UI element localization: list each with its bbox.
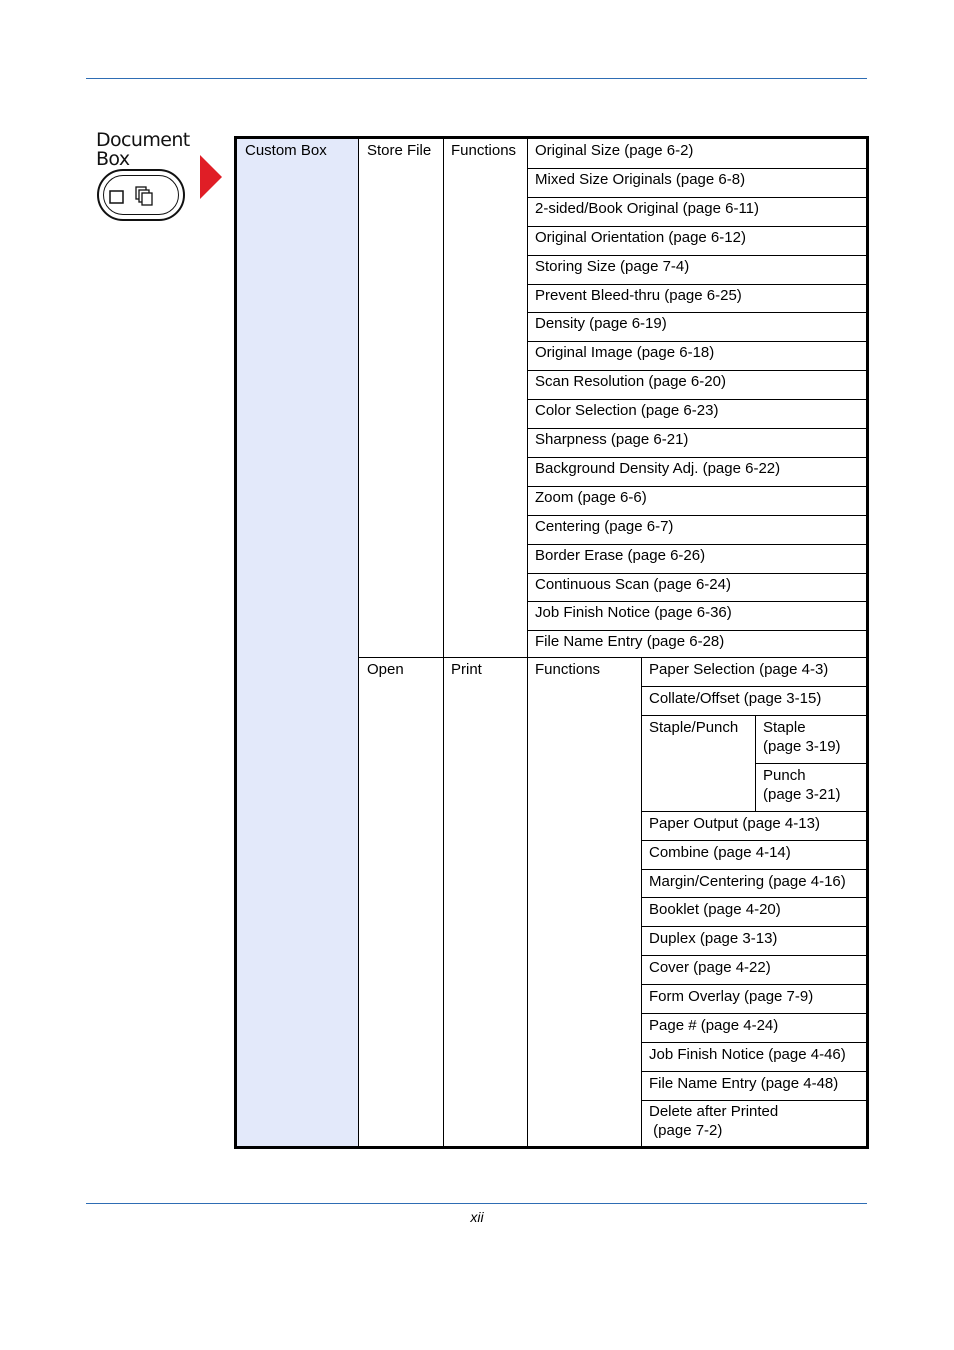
row-divider [755, 763, 869, 764]
row-divider [527, 370, 869, 371]
row-divider [641, 1071, 869, 1072]
menu-print-item: Paper Selection (page 4-3) [649, 661, 829, 678]
section-divider [359, 657, 869, 658]
menu-store-item: File Name Entry (page 6-28) [535, 633, 725, 650]
row-divider [641, 840, 869, 841]
menu-store-item: Job Finish Notice (page 6-36) [535, 604, 732, 621]
menu-store-item: Density (page 6-19) [535, 315, 667, 332]
menu-store-item: Background Density Adj. (page 6-22) [535, 460, 781, 477]
menu-store-item: Original Orientation (page 6-12) [535, 229, 746, 246]
menu-print-item: Job Finish Notice (page 4-46) [649, 1046, 846, 1063]
row-divider [527, 630, 869, 631]
menu-print-item: Page # (page 4-24) [649, 1017, 779, 1034]
row-divider [527, 168, 869, 169]
key-label-line2: Box [96, 148, 130, 170]
row-divider [527, 457, 869, 458]
row-divider [641, 686, 869, 687]
row-divider [641, 1100, 869, 1101]
document-box-button-inner [103, 175, 179, 215]
menu-print-item: Duplex (page 3-13) [649, 930, 778, 947]
row-divider [641, 897, 869, 898]
row-divider [527, 428, 869, 429]
menu-tree-table [234, 136, 869, 1149]
menu-print-item: Margin/Centering (page 4-16) [649, 873, 846, 890]
key-label-line1: Document [96, 129, 190, 151]
menu-store-item: Prevent Bleed-thru (page 6-25) [535, 287, 742, 304]
row-divider [527, 312, 869, 313]
menu-print-item: Form Overlay (page 7-9) [649, 988, 814, 1005]
row-divider [527, 226, 869, 227]
menu-punch-line1: Punch [763, 767, 806, 784]
menu-print-functions: Functions [535, 661, 601, 678]
menu-store-item: Storing Size (page 7-4) [535, 258, 690, 275]
menu-print-item: Combine (page 4-14) [649, 844, 791, 861]
menu-store-functions: Functions [451, 142, 517, 159]
row-divider [641, 1042, 869, 1043]
row-divider [527, 544, 869, 545]
row-divider [641, 811, 869, 812]
document-box-button [97, 169, 185, 221]
menu-print: Print [451, 661, 482, 678]
menu-delete-after-printed-line2: (page 7-2) [649, 1122, 723, 1139]
red-arrow-icon [200, 155, 222, 199]
row-divider [527, 284, 869, 285]
menu-store-item: 2-sided/Book Original (page 6-11) [535, 200, 760, 217]
menu-store-item: Sharpness (page 6-21) [535, 431, 689, 448]
column-divider [443, 139, 444, 1146]
menu-print-item: File Name Entry (page 4-48) [649, 1075, 839, 1092]
row-divider [641, 869, 869, 870]
menu-print-item: Collate/Offset (page 3-15) [649, 690, 822, 707]
menu-custom-box: Custom Box [245, 142, 327, 159]
menu-staple-line1: Staple [763, 719, 806, 736]
row-divider [641, 715, 869, 716]
menu-print-item: Paper Output (page 4-13) [649, 815, 820, 832]
row-divider [641, 1013, 869, 1014]
row-divider [641, 955, 869, 956]
footer-rule [86, 1203, 867, 1204]
menu-store-item: Centering (page 6-7) [535, 518, 674, 535]
document-box-key-icon [104, 176, 180, 216]
document-box-key [96, 131, 196, 227]
header-rule [86, 78, 867, 79]
row-divider [641, 926, 869, 927]
column-divider [641, 657, 642, 1146]
row-divider [527, 399, 869, 400]
menu-print-item: Booklet (page 4-20) [649, 901, 781, 918]
menu-store-item: Original Size (page 6-2) [535, 142, 694, 159]
row-divider [527, 601, 869, 602]
row-divider [527, 486, 869, 487]
menu-store-item: Original Image (page 6-18) [535, 344, 715, 361]
menu-store-item: Scan Resolution (page 6-20) [535, 373, 726, 390]
row-divider [527, 255, 869, 256]
menu-delete-after-printed-line1: Delete after Printed [649, 1103, 779, 1120]
menu-punch-line2: (page 3-21) [763, 786, 841, 803]
row-divider [527, 515, 869, 516]
column-divider [527, 139, 528, 1146]
menu-store-item: Border Erase (page 6-26) [535, 547, 706, 564]
menu-open: Open [367, 661, 404, 678]
menu-store-item: Continuous Scan (page 6-24) [535, 576, 731, 593]
row-divider [527, 573, 869, 574]
menu-store-item: Color Selection (page 6-23) [535, 402, 719, 419]
menu-store-item: Zoom (page 6-6) [535, 489, 647, 506]
menu-store-item: Mixed Size Originals (page 6-8) [535, 171, 746, 188]
row-divider [527, 197, 869, 198]
page-number: xii [470, 1209, 484, 1225]
menu-staple-line2: (page 3-19) [763, 738, 841, 755]
menu-store-file: Store File [367, 142, 432, 159]
custom-box-column [237, 139, 359, 1146]
row-divider [527, 341, 869, 342]
menu-print-item: Cover (page 4-22) [649, 959, 771, 976]
row-divider [641, 984, 869, 985]
menu-staple-punch: Staple/Punch [649, 719, 739, 736]
